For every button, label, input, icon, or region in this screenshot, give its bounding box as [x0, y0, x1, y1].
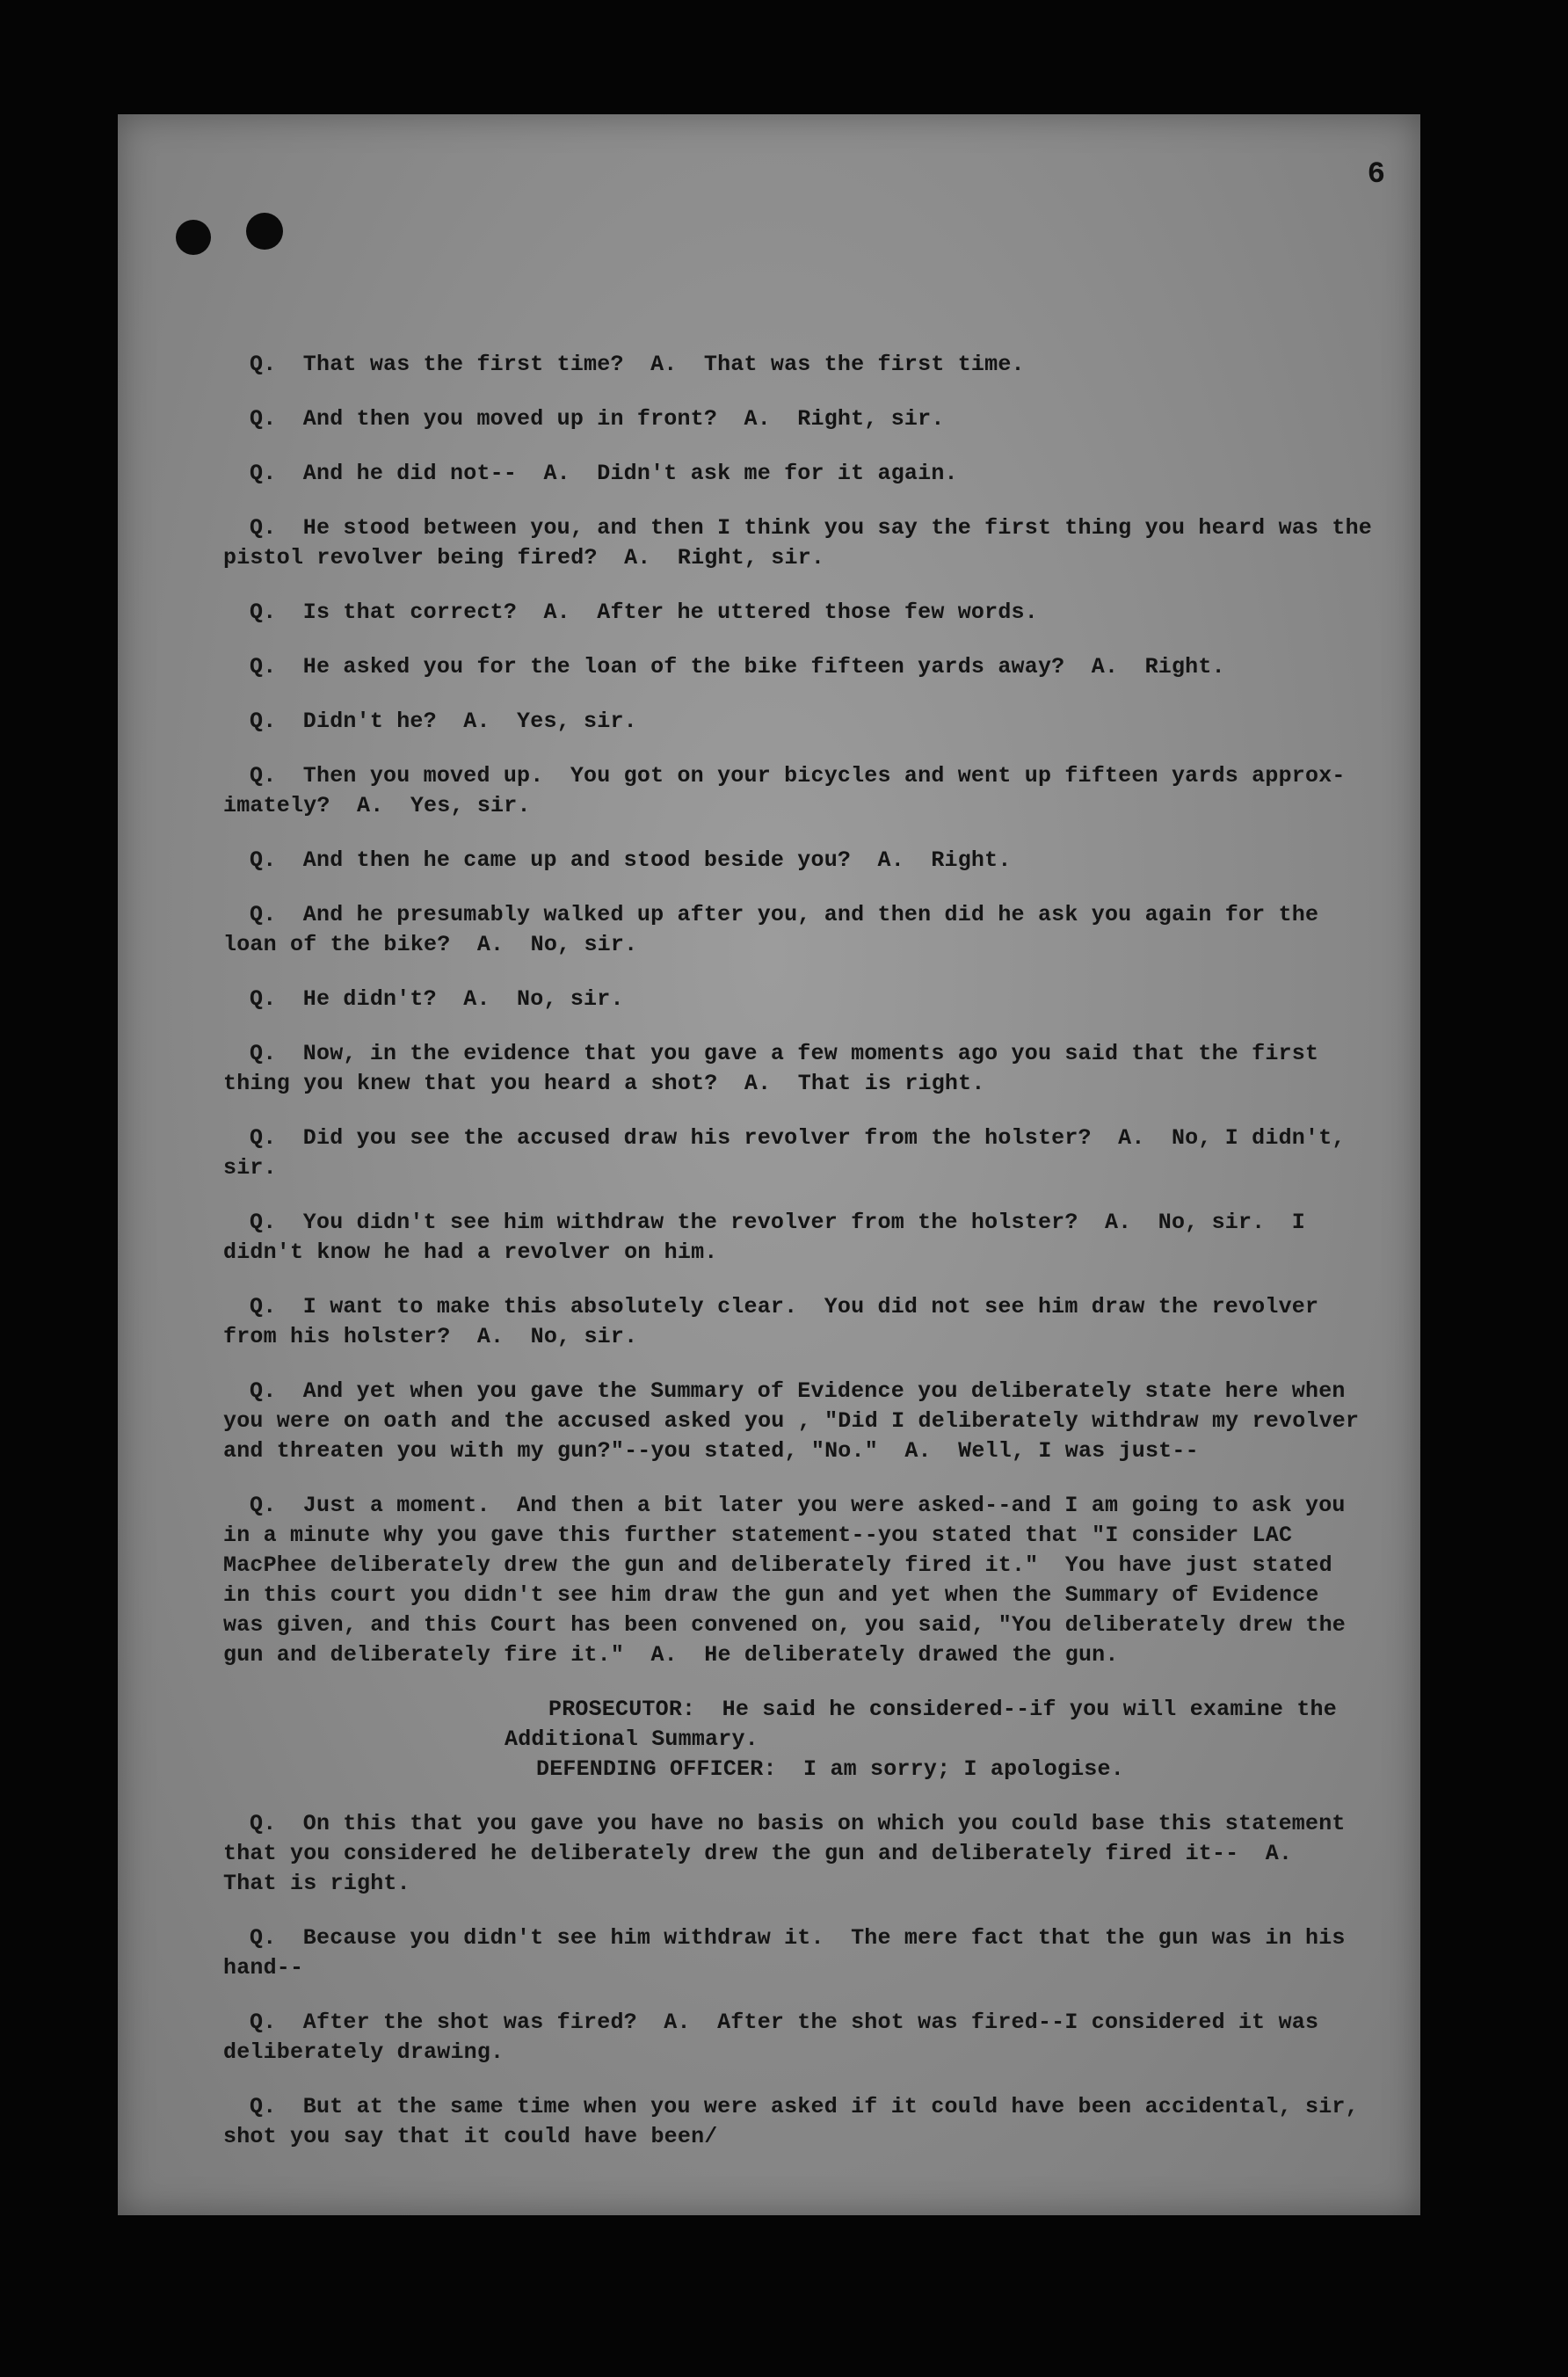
transcript-line: Q. And then he came up and stood beside you? A. Right.	[250, 847, 1012, 873]
transcript-line: thing you knew that you heard a shot? A. That is right.	[223, 1071, 985, 1096]
transcript-line: pistol revolver being fired? A. Right, sir.	[223, 545, 825, 571]
transcript-line: Q. On this that you gave you have no basis on which you could base this statement	[250, 1811, 1346, 1836]
transcript-line: didn't know he had a revolver on him.	[223, 1239, 718, 1265]
transcript-line: was given, and this Court has been convened on, you said, "You deliberately drew the	[223, 1612, 1347, 1638]
transcript-line: deliberately drawing.	[223, 2039, 505, 2065]
transcript-line: Q. After the shot was fired? A. After the shot was fired--I considered it was	[250, 2010, 1319, 2035]
transcript-line: gun and deliberately fire it." A. He deliberately drawed the gun.	[223, 1642, 1119, 1668]
transcript-line: Q. And he did not-- A. Didn't ask me for it again.	[250, 461, 958, 486]
transcript-line: and threaten you with my gun?"--you stated, "No." A. Well, I was just--	[223, 1438, 1199, 1464]
transcript-line: MacPhee deliberately drew the gun and deliberately fired it." You have just stated	[223, 1552, 1332, 1578]
transcript-line: in a minute why you gave this further statement--you stated that "I consider LAC	[223, 1523, 1293, 1548]
transcript-line: Q. But at the same time when you were asked if it could have been accidental, sir,	[250, 2094, 1359, 2119]
transcript-line: Q. Because you didn't see him withdraw it. The mere fact that the gun was in his	[250, 1925, 1346, 1951]
transcript-line: Q. Then you moved up. You got on your bicycles and went up fifteen yards approx-	[250, 763, 1346, 789]
transcript-line: imately? A. Yes, sir.	[223, 793, 531, 818]
transcript-line: DEFENDING OFFICER: I am sorry; I apologise.	[536, 1756, 1124, 1782]
transcript-line: PROSECUTOR: He said he considered--if you will examine the	[548, 1697, 1337, 1722]
transcript-line: Q. Is that correct? A. After he uttered those few words.	[250, 600, 1038, 625]
transcript-line: Q. And then you moved up in front? A. Right, sir.	[250, 406, 945, 432]
transcript-line: Q. Didn't he? A. Yes, sir.	[250, 709, 637, 734]
transcript-line: shot you say that it could have been/	[223, 2124, 718, 2149]
transcript-line: Q. Now, in the evidence that you gave a few moments ago you said that the first	[250, 1041, 1319, 1066]
page-number: 6	[1367, 158, 1385, 192]
transcript-line: Q. And yet when you gave the Summary of Evidence you deliberately state here when	[250, 1378, 1346, 1404]
transcript-line: Q. Just a moment. And then a bit later you were asked--and I am going to ask you	[250, 1493, 1346, 1518]
transcript-line: Q. He asked you for the loan of the bike fifteen yards away? A. Right.	[250, 654, 1225, 680]
transcript-line: Q. I want to make this absolutely clear. You did not see him draw the revolver	[250, 1294, 1319, 1319]
punch-hole	[246, 213, 283, 250]
document-page	[118, 114, 1420, 2215]
transcript-line: you were on oath and the accused asked you , "Did I deliberately withdraw my revolver	[223, 1408, 1360, 1434]
transcript-line: Q. And he presumably walked up after you, and then did he ask you again for the	[250, 902, 1319, 927]
punch-hole	[176, 220, 211, 255]
transcript-line: hand--	[223, 1955, 304, 1981]
transcript-line: from his holster? A. No, sir.	[223, 1324, 638, 1349]
transcript-line: Q. You didn't see him withdraw the revolver from the holster? A. No, sir. I	[250, 1210, 1305, 1235]
transcript-line: that you considered he deliberately drew the gun and deliberately fired it-- A.	[223, 1841, 1293, 1866]
transcript-line: That is right.	[223, 1871, 410, 1896]
transcript-line: Additional Summary.	[505, 1726, 759, 1752]
transcript-line: loan of the bike? A. No, sir.	[223, 932, 638, 957]
transcript-line: Q. That was the first time? A. That was the first time.	[250, 352, 1025, 377]
transcript-line: Q. He stood between you, and then I think you say the first thing you heard was the	[250, 515, 1373, 541]
transcript-line: Q. He didn't? A. No, sir.	[250, 986, 624, 1012]
transcript-line: Q. Did you see the accused draw his revolver from the holster? A. No, I didn't,	[250, 1125, 1346, 1151]
transcript-line: sir.	[223, 1155, 277, 1181]
transcript-line: in this court you didn't see him draw the gun and yet when the Summary of Evidence	[223, 1582, 1319, 1608]
